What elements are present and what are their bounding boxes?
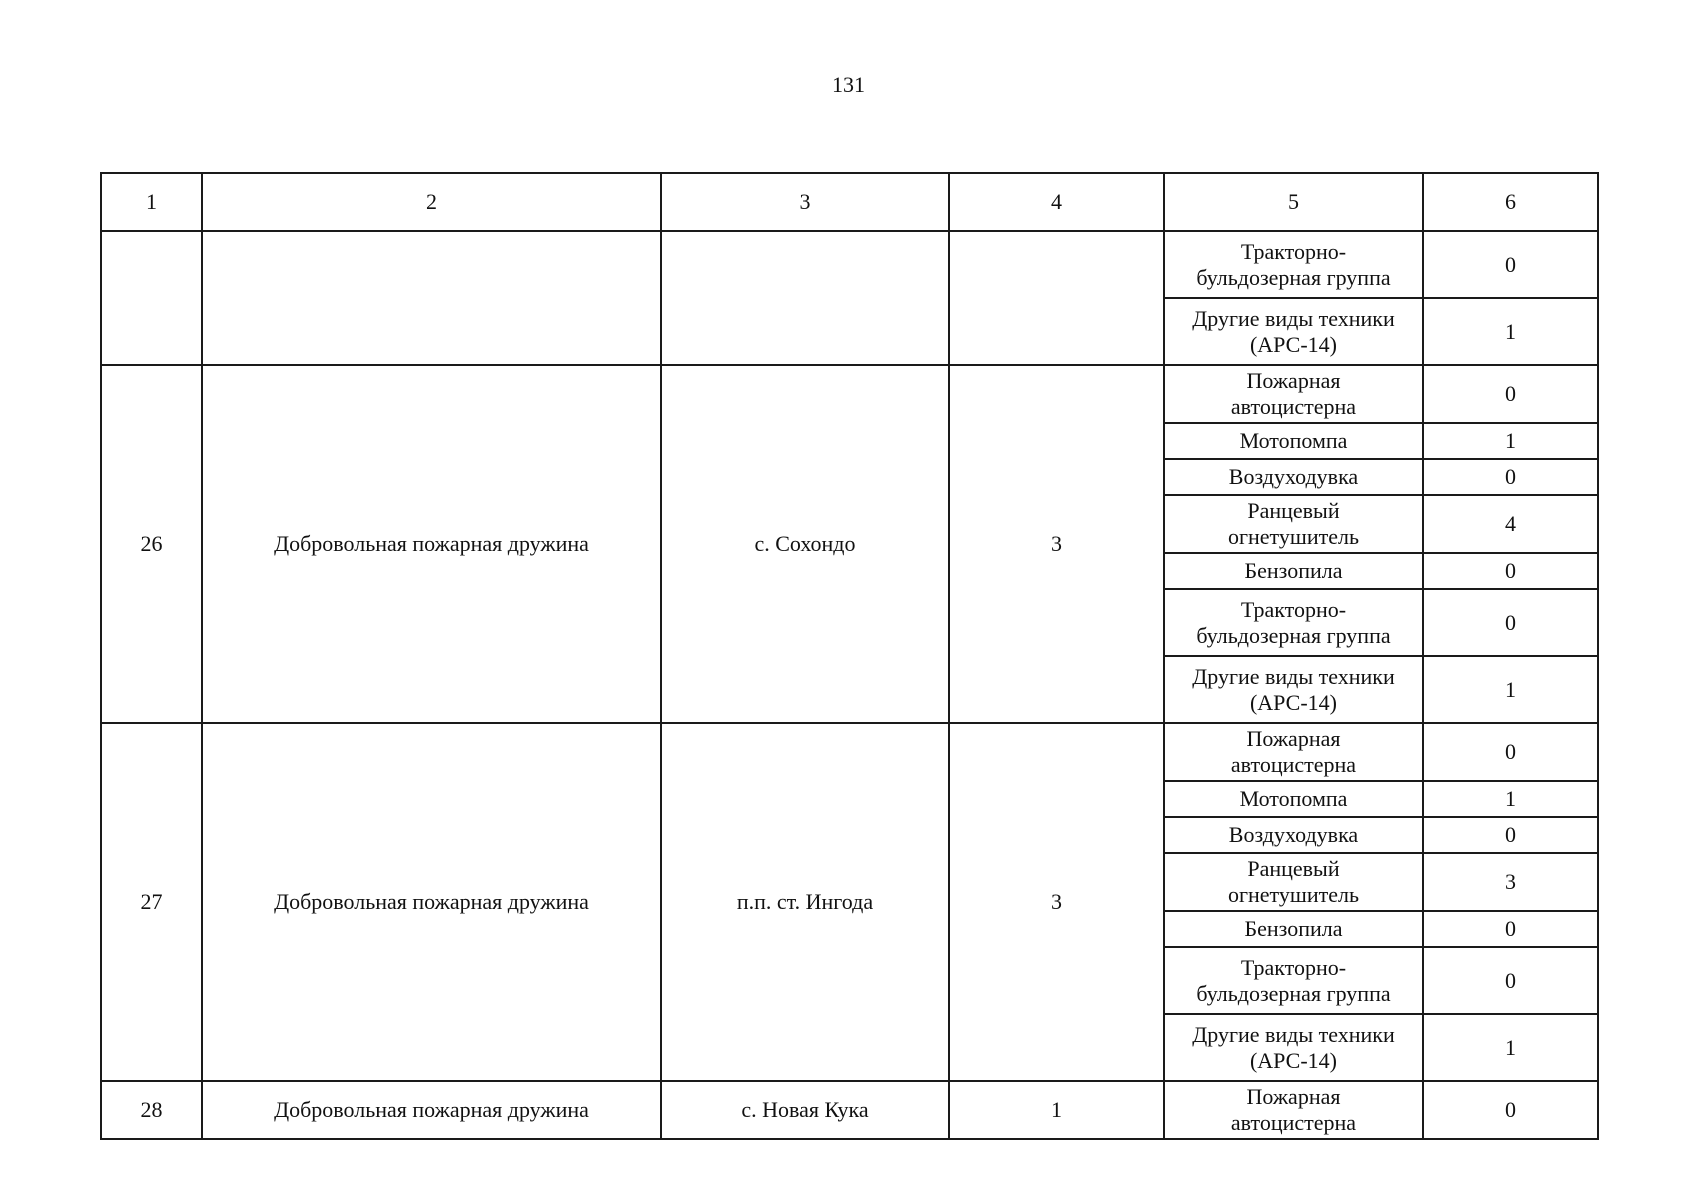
equipment-name: Мотопомпа bbox=[1164, 781, 1423, 817]
equipment-name: Тракторно- бульдозерная группа bbox=[1164, 947, 1423, 1014]
table-row bbox=[101, 365, 1598, 423]
equipment-name: Бензопила bbox=[1164, 911, 1423, 947]
table-row bbox=[101, 723, 1598, 781]
header-cell-5: 5 bbox=[1164, 173, 1423, 231]
equipment-name: Другие виды техники (АРС-14) bbox=[1164, 1014, 1423, 1081]
personnel-count: 3 bbox=[949, 723, 1164, 1081]
equipment-name: Воздуходувка bbox=[1164, 817, 1423, 853]
equipment-qty: 1 bbox=[1423, 1014, 1598, 1081]
equipment-name: Другие виды техники (АРС-14) bbox=[1164, 656, 1423, 723]
equipment-name: Воздуходувка bbox=[1164, 459, 1423, 495]
equipment-name: Пожарная автоцистерна bbox=[1164, 723, 1423, 781]
header-cell-2: 2 bbox=[202, 173, 661, 231]
settlement: с. Новая Кука bbox=[661, 1081, 949, 1139]
table-row bbox=[101, 1081, 1598, 1139]
unit-name: Добровольная пожарная дружина bbox=[202, 1081, 661, 1139]
settlement: с. Сохондо bbox=[661, 365, 949, 723]
continuation-count-cell bbox=[949, 231, 1164, 365]
equipment-name: Ранцевый огнетушитель bbox=[1164, 495, 1423, 553]
page-number: 131 bbox=[832, 72, 865, 97]
equipment-qty: 0 bbox=[1423, 553, 1598, 589]
table-row bbox=[101, 231, 1598, 298]
equipment-qty: 0 bbox=[1423, 231, 1598, 298]
row-number: 26 bbox=[101, 365, 202, 723]
header-cell-6: 6 bbox=[1423, 173, 1598, 231]
header-cell-1: 1 bbox=[101, 173, 202, 231]
equipment-qty: 0 bbox=[1423, 459, 1598, 495]
row-number: 27 bbox=[101, 723, 202, 1081]
equipment-qty: 3 bbox=[1423, 853, 1598, 911]
equipment-qty: 0 bbox=[1423, 365, 1598, 423]
equipment-name: Другие виды техники (АРС-14) bbox=[1164, 298, 1423, 365]
unit-name: Добровольная пожарная дружина bbox=[202, 365, 661, 723]
equipment-qty: 1 bbox=[1423, 656, 1598, 723]
personnel-count: 3 bbox=[949, 365, 1164, 723]
equipment-name: Бензопила bbox=[1164, 553, 1423, 589]
unit-name: Добровольная пожарная дружина bbox=[202, 723, 661, 1081]
header-cell-3: 3 bbox=[661, 173, 949, 231]
equipment-qty: 1 bbox=[1423, 298, 1598, 365]
equipment-qty: 0 bbox=[1423, 817, 1598, 853]
row-number: 28 bbox=[101, 1081, 202, 1139]
equipment-table bbox=[100, 172, 1599, 1140]
continuation-place-cell bbox=[661, 231, 949, 365]
continuation-no-cell bbox=[101, 231, 202, 365]
continuation-unit-cell bbox=[202, 231, 661, 365]
equipment-qty: 0 bbox=[1423, 723, 1598, 781]
equipment-qty: 1 bbox=[1423, 781, 1598, 817]
equipment-name: Тракторно- бульдозерная группа bbox=[1164, 589, 1423, 656]
equipment-name: Мотопомпа bbox=[1164, 423, 1423, 459]
equipment-qty: 0 bbox=[1423, 589, 1598, 656]
header-cell-4: 4 bbox=[949, 173, 1164, 231]
equipment-name: Тракторно- бульдозерная группа bbox=[1164, 231, 1423, 298]
equipment-qty: 1 bbox=[1423, 423, 1598, 459]
settlement: п.п. ст. Ингода bbox=[661, 723, 949, 1081]
header-row bbox=[101, 173, 1598, 231]
equipment-name: Пожарная автоцистерна bbox=[1164, 365, 1423, 423]
equipment-name: Ранцевый огнетушитель bbox=[1164, 853, 1423, 911]
equipment-qty: 0 bbox=[1423, 911, 1598, 947]
equipment-qty: 0 bbox=[1423, 1081, 1598, 1139]
equipment-name: Пожарная автоцистерна bbox=[1164, 1081, 1423, 1139]
equipment-qty: 0 bbox=[1423, 947, 1598, 1014]
equipment-qty: 4 bbox=[1423, 495, 1598, 553]
personnel-count: 1 bbox=[949, 1081, 1164, 1139]
